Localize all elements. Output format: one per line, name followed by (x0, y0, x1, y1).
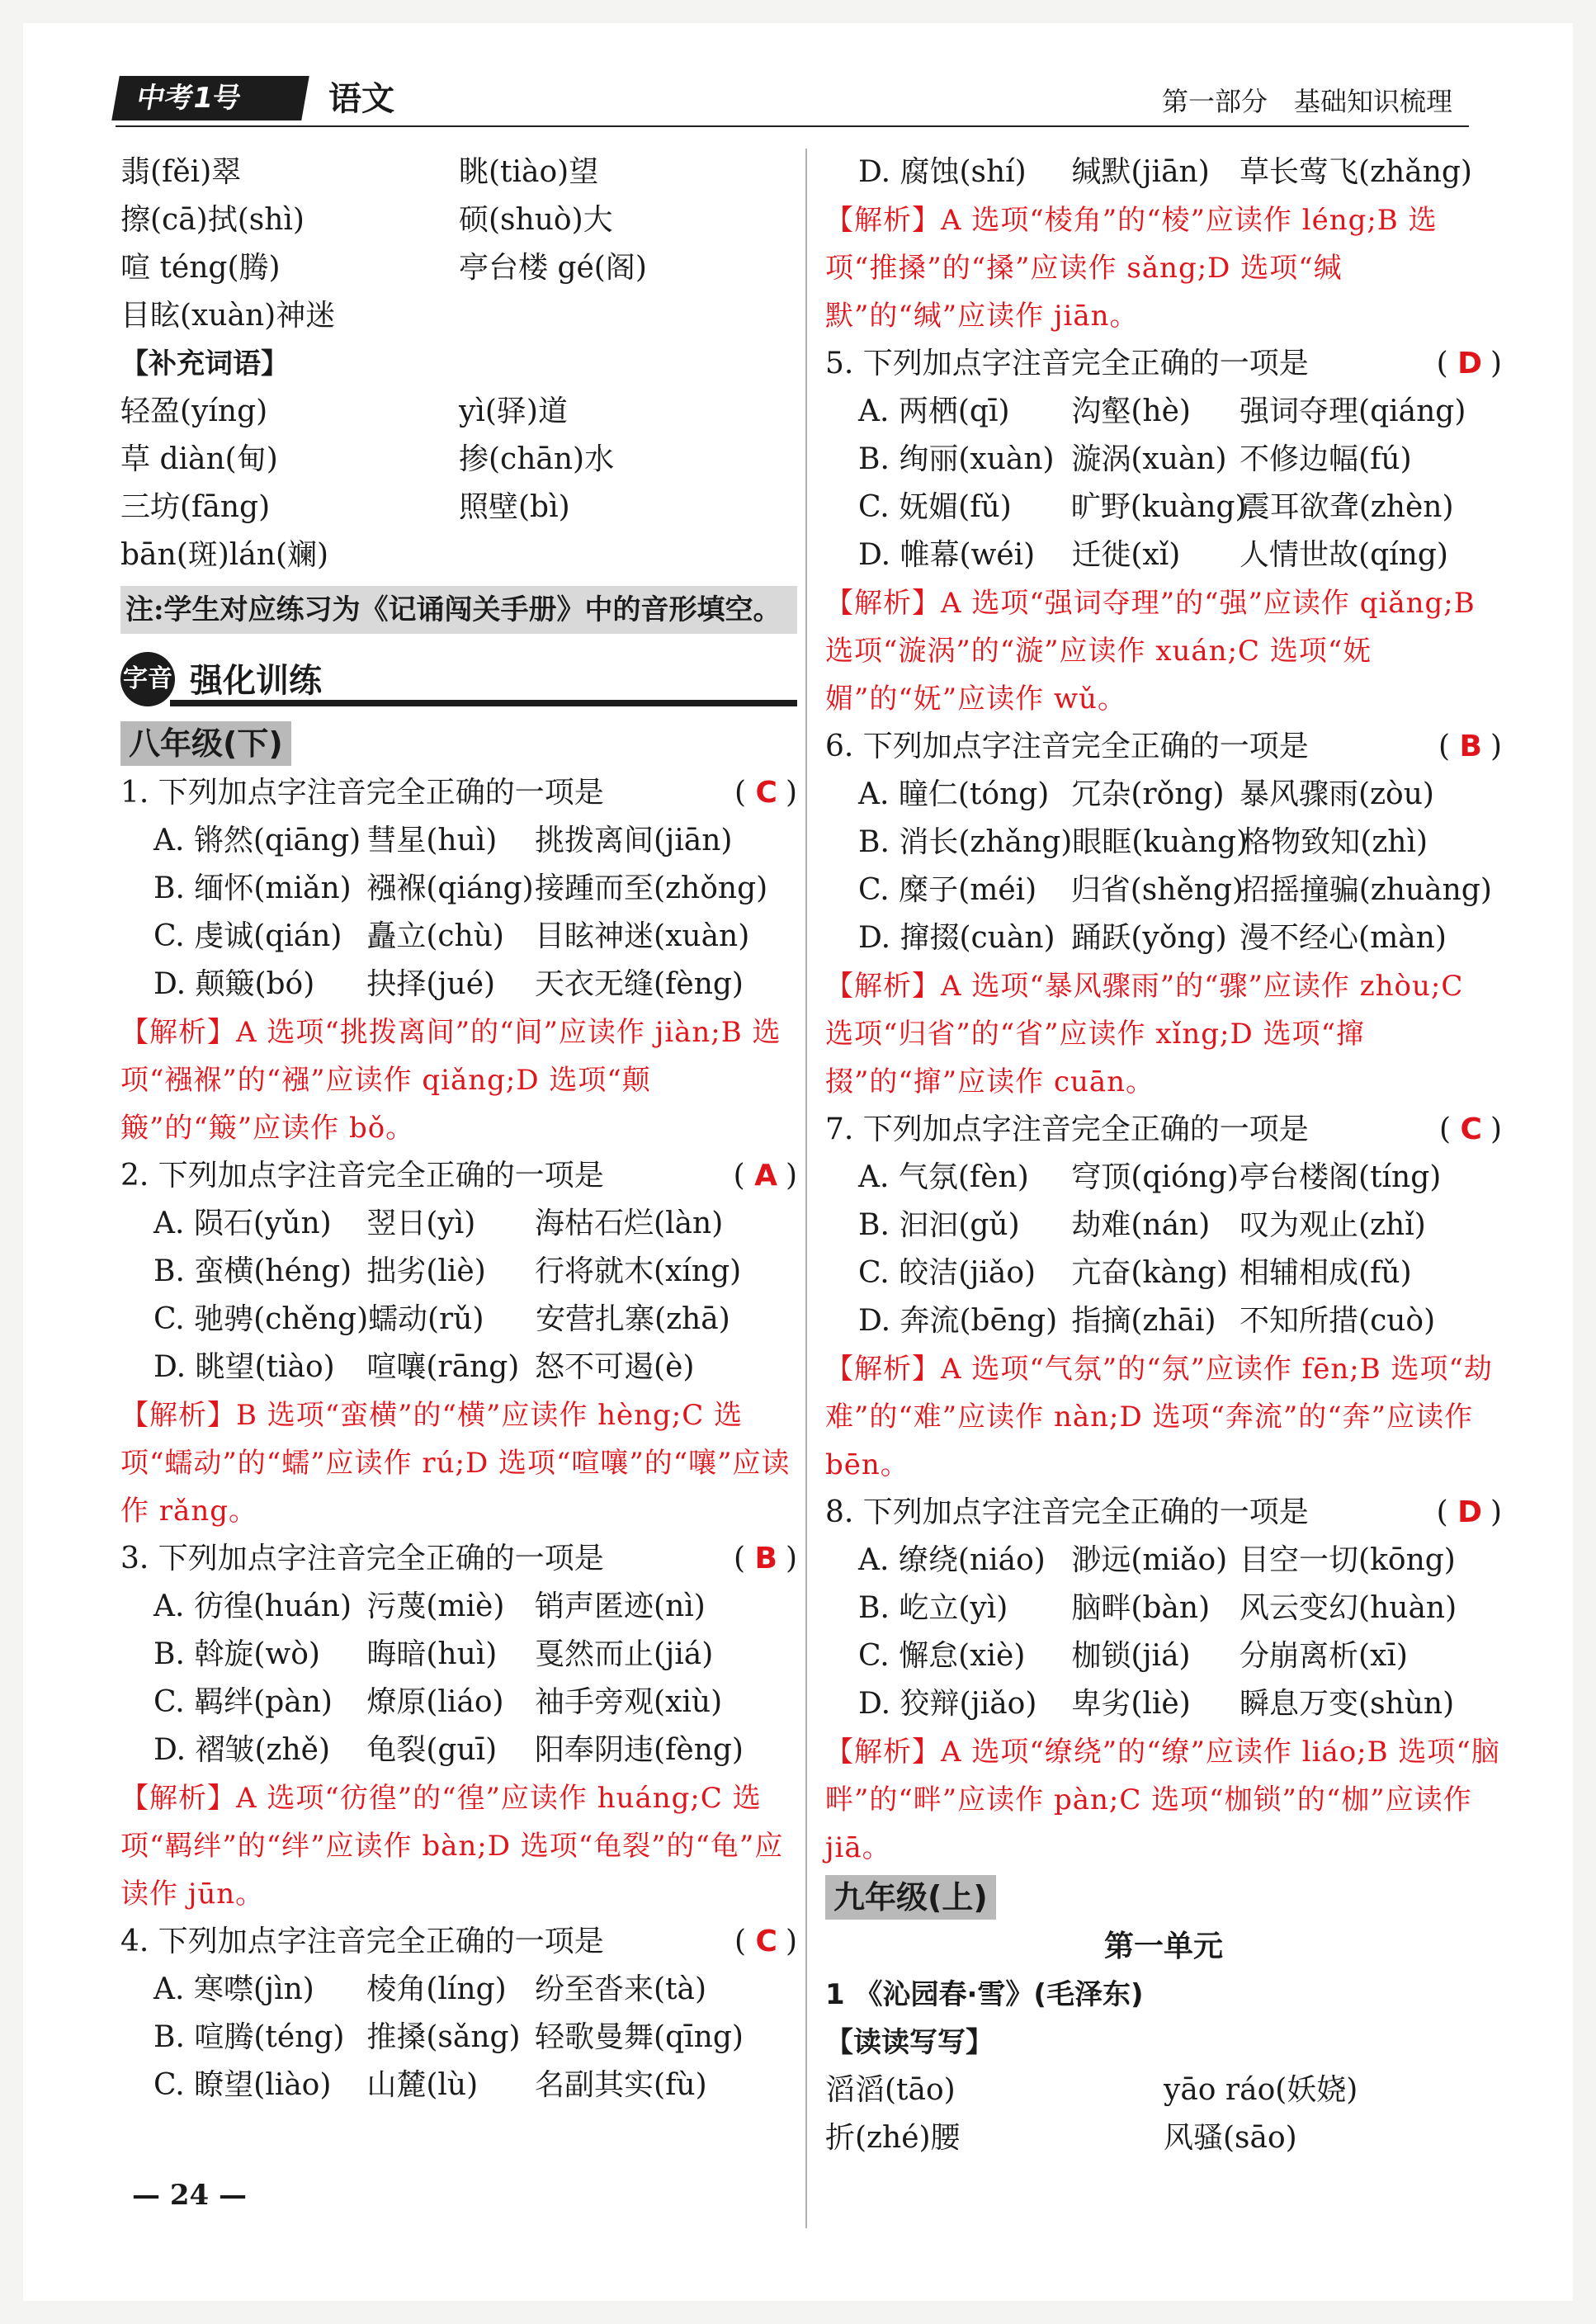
word: 翡(fěi)翠 (120, 155, 242, 189)
option: 纷至沓来(tà) (535, 1972, 707, 2006)
option: 劫难(nán) (1071, 1208, 1211, 1242)
option-row (825, 436, 1502, 484)
option: A. 两栖(qī) (858, 394, 1010, 428)
word: 滔滔(tāo) (825, 2073, 956, 2107)
explanation: 【解析】A 选项“气氛”的“氛”应读作 fēn;B 选项“劫难”的“难”应读作 nàn;D 选项“奔流”的“奔”应读作 bēn。 (825, 1353, 1493, 1481)
option: 翌日(yì) (366, 1207, 476, 1240)
word: 目眩(xuàn)神迷 (120, 299, 336, 333)
option-row (825, 1202, 1502, 1249)
option-row (120, 913, 797, 961)
option: 漫不经心(màn) (1239, 921, 1447, 955)
option: A. 陨石(yǔn) (153, 1207, 332, 1240)
answer-slot: ( D ) (1436, 1495, 1502, 1529)
answer-slot: ( C ) (734, 776, 797, 810)
explanation: 【解析】A 选项“棱角”的“棱”应读作 léng;B 选项“推搡”的“搡”应读作 sǎng;D 选项“缄默”的“缄”应读作 jiān。 (825, 204, 1438, 333)
option: B. 绚丽(xuàn) (858, 442, 1055, 476)
word: 风骚(sāo) (1164, 2121, 1297, 2155)
word: 亭台楼 gé(阁) (459, 251, 647, 285)
option: 安营扎寨(zhā) (536, 1302, 730, 1336)
word-pair (120, 484, 797, 531)
option-row (120, 1344, 797, 1391)
answer-slot: ( C ) (1439, 1112, 1502, 1146)
stem-text: 7. 下列加点字注音完全正确的一项是 (825, 1112, 1309, 1146)
option: 瞬息万变(shùn) (1239, 1687, 1455, 1721)
option: 强词夺理(qiáng) (1239, 394, 1466, 428)
option: 亢奋(kàng) (1071, 1256, 1228, 1290)
option-row (120, 1966, 797, 2014)
answer: D (1457, 1495, 1482, 1529)
right-column (825, 149, 1502, 2162)
page-number: — 24 — (132, 2179, 247, 2212)
option: 不修边幅(fú) (1239, 442, 1412, 476)
option: D. 眺望(tiào) (153, 1350, 335, 1384)
option: 阳奉阴违(fèng) (535, 1733, 744, 1767)
option: 踊跃(yǒng) (1071, 921, 1227, 955)
option: 漩涡(xuàn) (1071, 442, 1227, 476)
section-banner (120, 650, 797, 706)
option-row (825, 531, 1502, 579)
option: B. 屹立(yì) (858, 1591, 1008, 1625)
option: C. 懈怠(xiè) (858, 1639, 1026, 1673)
answer: D (1457, 347, 1482, 380)
reading-heading: 【读读写写】 (825, 2026, 994, 2059)
option: 龟裂(guī) (366, 1733, 498, 1767)
option: 挑拨离间(jiān) (535, 824, 733, 857)
explanation: 【解析】B 选项“蛮横”的“横”应读作 hèng;C 选项“蠕动”的“蠕”应读作 rú;D 选项“喧嚷”的“嚷”应读作 rǎng。 (120, 1399, 791, 1528)
option: A. 缭绕(niáo) (858, 1543, 1046, 1577)
option: 矗立(chù) (366, 919, 504, 953)
stem-text: 1. 下列加点字注音完全正确的一项是 (120, 776, 604, 810)
option: 喧嚷(rāng) (366, 1350, 520, 1384)
word-pair (120, 388, 797, 436)
option: 污蔑(miè) (366, 1589, 505, 1623)
explanation: 【解析】A 选项“彷徨”的“徨”应读作 huáng;C 选项“羁绊”的“绊”应读作 bàn;D 选项“龟裂”的“龟”应读作 jūn。 (120, 1782, 784, 1911)
stem-text: 6. 下列加点字注音完全正确的一项是 (825, 730, 1309, 763)
option-row (120, 961, 797, 1008)
word: 擦(cā)拭(shì) (120, 203, 305, 237)
option: C. 妩媚(fǔ) (858, 490, 1012, 524)
word: 照壁(bì) (459, 490, 570, 524)
stem-text: 4. 下列加点字注音完全正确的一项是 (120, 1925, 604, 1958)
option: 沟壑(hè) (1071, 394, 1191, 428)
option-row (825, 867, 1502, 914)
option-row (120, 2062, 797, 2109)
option-row (825, 1297, 1502, 1345)
option: 燎原(liáo) (366, 1685, 504, 1719)
question-stem (825, 1106, 1502, 1154)
option-row (120, 1583, 797, 1631)
option: 归省(shěng) (1070, 873, 1244, 907)
option-row (120, 1679, 797, 1726)
option: 棱角(líng) (366, 1972, 507, 2006)
option: 相辅相成(fǔ) (1239, 1256, 1412, 1290)
word: 轻盈(yíng) (120, 394, 268, 428)
word: yì(驿)道 (459, 394, 568, 428)
option-row (120, 1248, 797, 1296)
option: 推搡(sǎng) (366, 2020, 521, 2054)
option: 人情世故(qíng) (1239, 538, 1448, 572)
option: A. 瞳仁(tóng) (858, 777, 1050, 811)
option-row (825, 1249, 1502, 1297)
option-row (120, 865, 797, 913)
option: 卑劣(liè) (1071, 1687, 1191, 1721)
stem-text: 5. 下列加点字注音完全正确的一项是 (825, 347, 1309, 380)
option-row (825, 1680, 1502, 1728)
answer: C (1460, 1112, 1482, 1146)
option: 招摇撞骗(zhuàng) (1239, 873, 1492, 907)
subject-title: 语文 (328, 79, 394, 118)
answer: C (755, 1925, 777, 1958)
option: 接踵而至(zhǒng) (535, 872, 768, 905)
word: 草 diàn(甸) (120, 442, 278, 476)
option: D. 奔流(bēng) (858, 1304, 1058, 1338)
answer: B (754, 1542, 777, 1575)
question-stem (120, 1535, 797, 1583)
option: 眼眶(kuàng) (1072, 825, 1249, 859)
option: 草长莺飞(zhǎng) (1239, 155, 1472, 189)
option: C. 皎洁(jiǎo) (858, 1256, 1036, 1290)
grade-label: 九年级(上) (825, 1875, 996, 1920)
option: C. 羁绊(pàn) (153, 1685, 333, 1719)
option: 枷锁(jiá) (1071, 1639, 1191, 1673)
question-stem (120, 1152, 797, 1200)
question-stem (825, 723, 1502, 771)
option: 目眩神迷(xuàn) (535, 919, 750, 953)
option: D. 狡辩(jiǎo) (858, 1687, 1037, 1721)
option-row (825, 1537, 1502, 1585)
option: 亭台楼阁(tíng) (1239, 1160, 1442, 1194)
stem-text: 8. 下列加点字注音完全正确的一项是 (825, 1495, 1309, 1529)
answer-slot: ( D ) (1436, 347, 1502, 380)
option-row (825, 1154, 1502, 1202)
option: 暴风骤雨(zòu) (1239, 777, 1434, 811)
section-badge: 字音 (120, 652, 175, 706)
explanation: 【解析】A 选项“缭绕”的“缭”应读作 liáo;B 选项“脑畔”的“畔”应读作 pàn;C 选项“枷锁”的“枷”应读作 jiā。 (825, 1736, 1500, 1864)
word: 折(zhé)腰 (825, 2121, 961, 2155)
header-rule (116, 125, 1469, 127)
option-row (825, 1632, 1502, 1680)
option: D. 帷幕(wéi) (858, 538, 1036, 572)
word: 掺(chān)水 (459, 442, 615, 476)
left-column (120, 149, 797, 2109)
option: 晦暗(huì) (366, 1637, 498, 1671)
option: 不知所措(cuò) (1239, 1304, 1436, 1338)
option: 天衣无缝(fèng) (535, 967, 744, 1001)
answer-slot: ( C ) (734, 1925, 797, 1958)
option-row (120, 817, 797, 865)
option: 山麓(lù) (366, 2068, 479, 2102)
option: B. 蛮横(héng) (153, 1254, 352, 1288)
option: 穹顶(qióng) (1071, 1160, 1239, 1194)
option: 蠕动(rǔ) (368, 1302, 484, 1336)
option: D. 褶皱(zhě) (153, 1733, 331, 1767)
option: A. 气氛(fèn) (858, 1160, 1029, 1194)
option: 抉择(jué) (366, 967, 496, 1001)
answer: A (754, 1159, 777, 1193)
option-row (825, 484, 1502, 531)
option: 风云变幻(huàn) (1239, 1591, 1457, 1625)
option: B. 消长(zhǎng) (858, 825, 1073, 859)
option: B. 汩汩(gǔ) (858, 1208, 1020, 1242)
stem-text: 3. 下列加点字注音完全正确的一项是 (120, 1542, 604, 1575)
option-row (825, 819, 1502, 867)
option-row (825, 1585, 1502, 1632)
option: 名副其实(fù) (535, 2068, 707, 2102)
column-divider (805, 149, 807, 2228)
option: B. 喧腾(téng) (153, 2020, 345, 2054)
word-pair (120, 436, 797, 484)
lesson-title: 1 《沁园春·雪》(毛泽东) (825, 1978, 1144, 2011)
option: 冗杂(rǒng) (1071, 777, 1225, 811)
page-header (116, 73, 1469, 132)
word-pair (120, 149, 797, 196)
option: 渺远(miǎo) (1071, 1543, 1228, 1577)
word: 喧 téng(腾) (120, 251, 281, 285)
word-pair (825, 2067, 1502, 2114)
answer: B (1459, 730, 1482, 763)
series-logo: 中考1号 (111, 76, 309, 120)
option-row (120, 1296, 797, 1344)
option: 戛然而止(jiá) (535, 1637, 714, 1671)
option: B. 斡旋(wò) (153, 1637, 320, 1671)
question-stem (825, 340, 1502, 388)
option: A. 锵然(qiāng) (153, 824, 361, 857)
option-row (120, 1726, 797, 1774)
section-title: 强化训练 (190, 662, 322, 700)
word-pair (120, 196, 797, 244)
option: C. 虔诚(qián) (153, 919, 342, 953)
answer-slot: ( B ) (734, 1542, 797, 1575)
option: C. 驰骋(chěng) (153, 1302, 369, 1336)
option: 格物致知(zhì) (1241, 825, 1428, 859)
word-pair (825, 2114, 1502, 2162)
option-row (825, 149, 1502, 196)
supplement-heading: 【补充词语】 (120, 347, 289, 380)
question-stem (825, 1489, 1502, 1537)
part-title: 第一部分 基础知识梳理 (1161, 86, 1452, 117)
word: yāo ráo(妖娆) (1164, 2073, 1358, 2107)
option: 襁褓(qiáng) (366, 872, 534, 905)
word: 硕(shuò)大 (459, 203, 613, 237)
answer-slot: ( B ) (1438, 730, 1502, 763)
option: A. 彷徨(huán) (153, 1589, 352, 1623)
option: 脑畔(bàn) (1071, 1591, 1211, 1625)
option: 拙劣(liè) (366, 1254, 486, 1288)
stem-text: 2. 下列加点字注音完全正确的一项是 (120, 1159, 604, 1193)
option: D. 撺掇(cuàn) (858, 921, 1055, 955)
option: 海枯石烂(làn) (535, 1207, 724, 1240)
word: 三坊(fāng) (120, 490, 271, 524)
note-box: 注:学生对应练习为《记诵闯关手册》中的音形填空。 (120, 586, 797, 634)
option: B. 缅怀(miǎn) (153, 872, 352, 905)
option-row (825, 388, 1502, 436)
option-row (825, 771, 1502, 819)
option: 旷野(kuàng) (1070, 490, 1247, 524)
word-pair (120, 244, 797, 292)
explanation: 【解析】A 选项“暴风骤雨”的“骤”应读作 zhòu;C 选项“归省”的“省”应读作 xǐng;D 选项“撺掇”的“撺”应读作 cuān。 (825, 970, 1464, 1098)
option: 销声匿迹(nì) (535, 1589, 706, 1623)
word: bān(斑)lán(斓) (120, 538, 329, 572)
option: D. 腐蚀(shí) (858, 155, 1027, 189)
option: 轻歌曼舞(qīng) (535, 2020, 744, 2054)
option: A. 寒噤(jìn) (153, 1972, 314, 2006)
section-rule (170, 700, 797, 706)
grade-label: 八年级(下) (120, 721, 291, 766)
word: 眺(tiào)望 (459, 155, 599, 189)
option: 目空一切(kōng) (1239, 1543, 1456, 1577)
question-stem (120, 1918, 797, 1966)
option: 怒不可遏(è) (535, 1350, 695, 1384)
explanation: 【解析】A 选项“挑拨离间”的“间”应读作 jiàn;B 选项“襁褓”的“襁”应读作 qiǎng;D 选项“颠簸”的“簸”应读作 bǒ。 (120, 1016, 781, 1145)
option: C. 糜子(méi) (858, 873, 1037, 907)
option-row (120, 1200, 797, 1248)
unit-title: 第一单元 (1103, 1930, 1223, 1963)
option-row (825, 914, 1502, 962)
answer-slot: ( A ) (733, 1159, 797, 1193)
option: 指摘(zhāi) (1071, 1304, 1216, 1338)
option: 缄默(jiān) (1071, 155, 1210, 189)
option: 行将就木(xíng) (535, 1254, 742, 1288)
option: 叹为观止(zhǐ) (1239, 1208, 1426, 1242)
explanation: 【解析】A 选项“强词夺理”的“强”应读作 qiǎng;B 选项“漩涡”的“漩”应读作 xuán;C 选项“妩媚”的“妩”应读作 wǔ。 (825, 587, 1476, 716)
option-row (120, 1631, 797, 1679)
option: 震耳欲聋(zhèn) (1239, 490, 1454, 524)
answer: C (755, 776, 777, 810)
question-stem (120, 769, 797, 817)
option: 袖手旁观(xiù) (535, 1685, 723, 1719)
option-row (120, 2014, 797, 2062)
option: 迁徙(xǐ) (1071, 538, 1181, 572)
option: C. 瞭望(liào) (153, 2068, 332, 2102)
option: 分崩离析(xī) (1239, 1639, 1408, 1673)
option: 彗星(huì) (366, 824, 498, 857)
option: D. 颠簸(bó) (153, 967, 315, 1001)
